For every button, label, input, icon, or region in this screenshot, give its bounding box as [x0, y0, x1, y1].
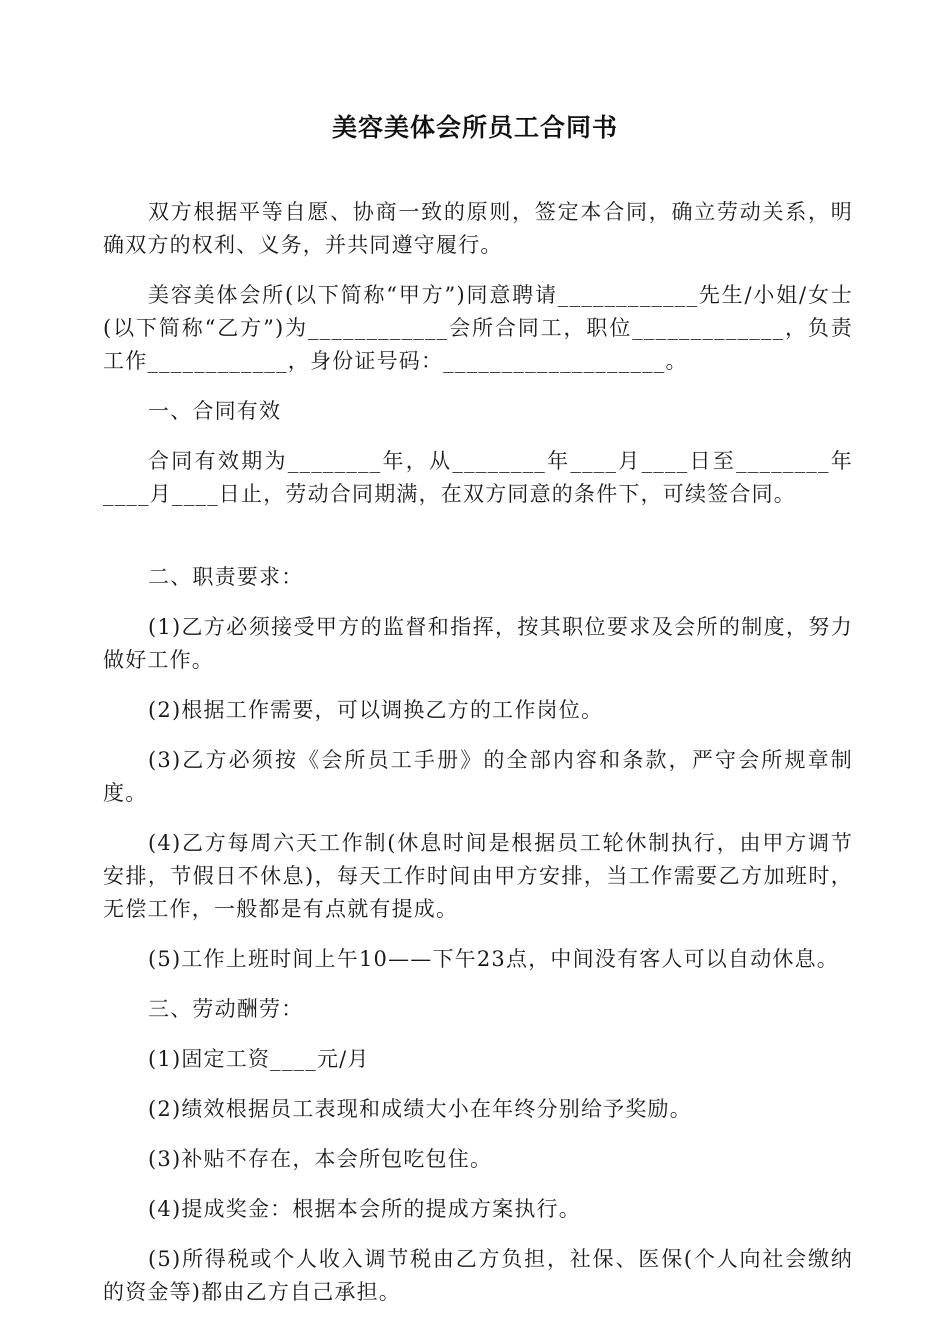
- section-heading-compensation: 三、劳动酬劳：: [148, 997, 304, 1021]
- duty-item: (5)工作上班时间上午10——下午23点，中间没有客人可以自动休息。: [148, 947, 839, 971]
- duty-item: (2)根据工作需要，可以调换乙方的工作岗位。: [148, 698, 604, 722]
- document-title: 美容美体会所员工合同书: [331, 113, 618, 142]
- duty-item: (4)乙方每周六天工作制(休息时间是根据员工轮休制执行，由甲方调节安排，节假日不休息)，每天工作时间由甲方安排，当工作需要乙方加班时，无偿工作，一般都是有点就有提成。: [103, 831, 853, 921]
- compensation-item: (5)所得税或个人收入调节税由乙方负担，社保、医保(个人向社会缴纳的资金等)都由乙方自己承担。: [103, 1247, 853, 1304]
- parties-paragraph: 美容美体会所(以下简称“甲方”)同意聘请____________先生/小姐/女士(以下简称“乙方”)为____________会所合同工，职位_____________，负责工作____________，身份证号码：___________________。: [103, 283, 853, 373]
- section-heading-duties: 二、职责要求：: [148, 565, 304, 589]
- validity-paragraph: 合同有效期为________年，从________年____月____日至________年____月____日止，劳动合同期满，在双方同意的条件下，可续签合同。: [103, 449, 853, 506]
- duty-item: (1)乙方必须接受甲方的监督和指挥，按其职位要求及会所的制度，努力做好工作。: [103, 615, 853, 672]
- compensation-item: (1)固定工资____元/月: [148, 1047, 370, 1071]
- section-heading-contract-validity: 一、合同有效: [148, 399, 282, 423]
- document-body: [103, 196, 853, 1326]
- compensation-item: (2)绩效根据员工表现和成绩大小在年终分别给予奖励。: [148, 1097, 692, 1121]
- compensation-item: (3)补贴不存在，本会所包吃包住。: [148, 1147, 493, 1171]
- compensation-item: (4)提成奖金：根据本会所的提成方案执行。: [148, 1197, 581, 1221]
- intro-paragraph: 双方根据平等自愿、协商一致的原则，签定本合同，确立劳动关系，明确双方的权利、义务，并共同遵守履行。: [103, 200, 853, 257]
- duty-item: (3)乙方必须按《会所员工手册》的全部内容和条款，严守会所规章制度。: [103, 748, 853, 805]
